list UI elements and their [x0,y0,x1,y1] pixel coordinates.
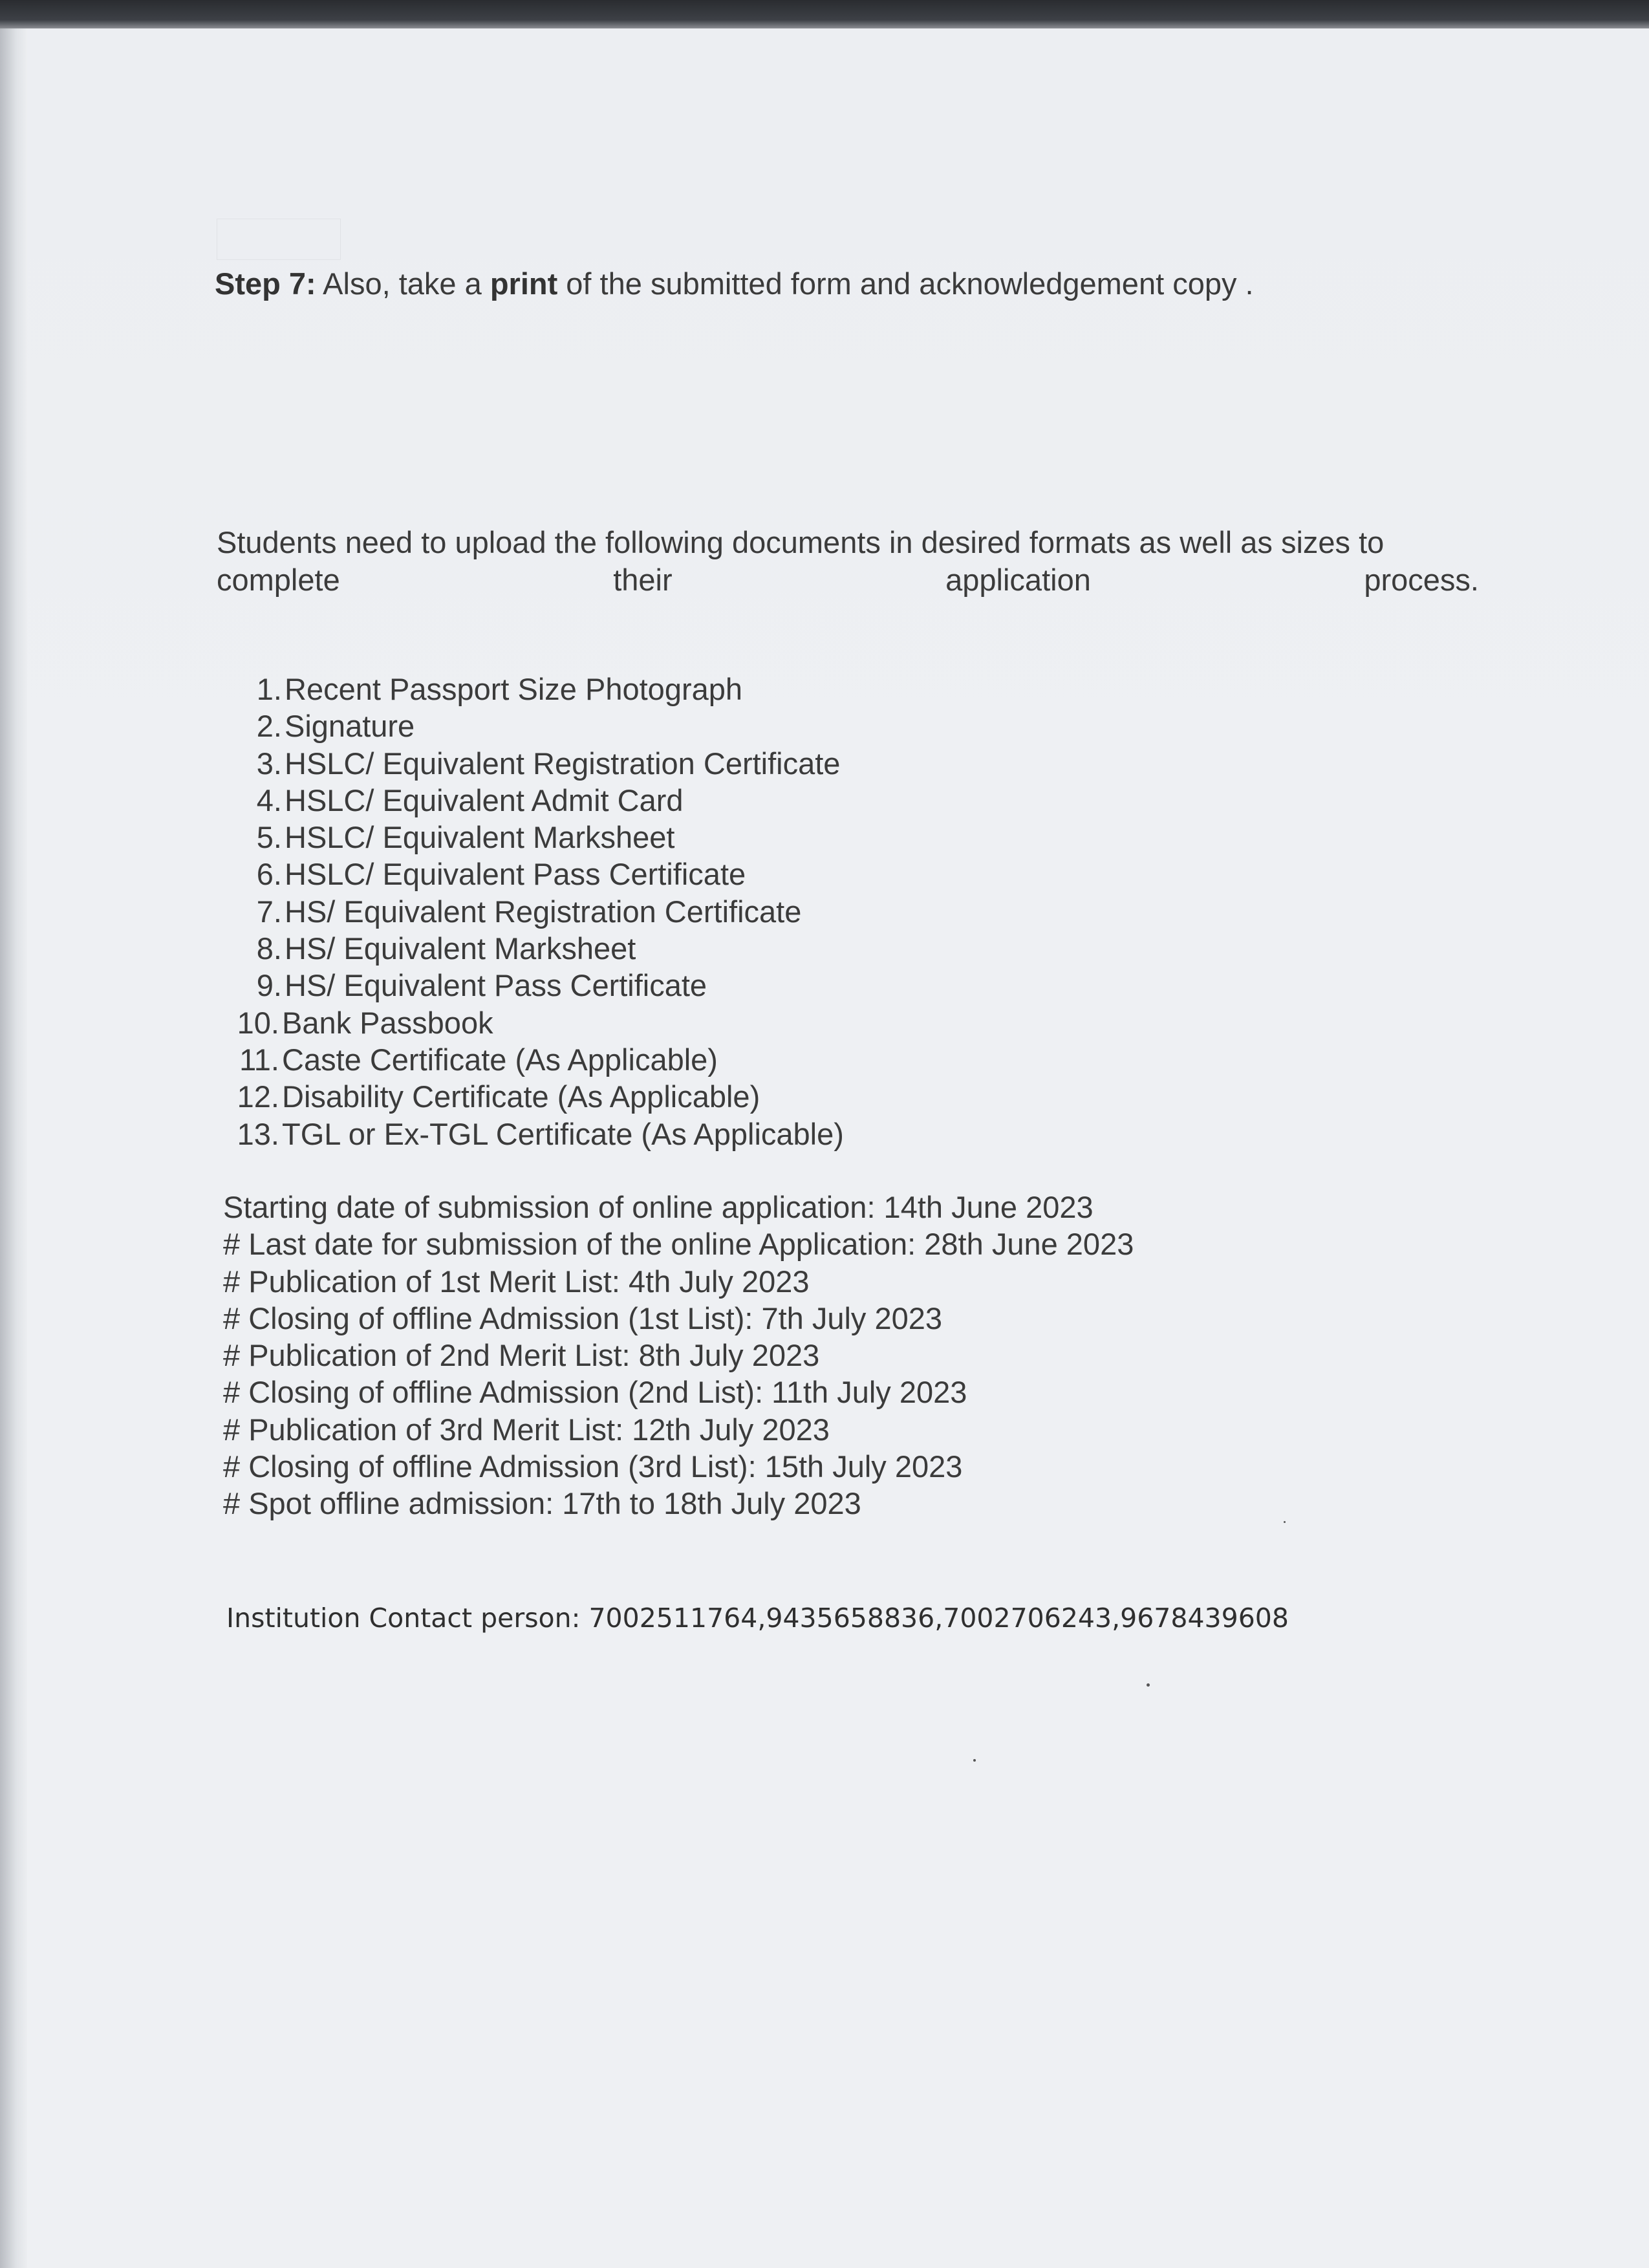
scan-edge-left [0,28,27,2268]
list-item-label: Bank Passbook [282,1005,493,1040]
list-item-number: 1. [256,672,282,706]
list-item-number: 12. [237,1079,279,1114]
speck [973,1759,976,1762]
list-item-number: 11. [239,1042,279,1077]
list-item [220,1078,844,1115]
students-word: process. [1364,563,1479,597]
schedule-item: # Spot offline admission: 17th to 18th July 2023 [223,1486,861,1521]
list-item-number: 3. [256,746,282,781]
list-item-label: HSLC/ Equivalent Registration Certificate [285,746,841,781]
list-item [220,1116,844,1152]
students-word: their [613,563,673,597]
list-item [220,1041,844,1078]
list-item [220,782,844,819]
list-item-number: 10. [237,1005,279,1040]
list-item-label: HSLC/ Equivalent Pass Certificate [285,857,746,892]
schedule-item: # Publication of 3rd Merit List: 12th July 2023 [223,1412,830,1447]
list-item-label: HSLC/ Equivalent Admit Card [285,783,684,817]
list-item [220,967,844,1004]
list-item-label: HS/ Equivalent Pass Certificate [285,968,707,1003]
list-item-label: HSLC/ Equivalent Marksheet [285,820,675,855]
step7-text-before: Also, take a [316,266,490,301]
list-item [220,1004,844,1041]
step7-label: Step 7: [215,266,316,301]
list-item [220,930,844,967]
admission-schedule [223,1189,1134,1522]
speck [1147,1683,1150,1687]
list-item-number: 4. [256,783,282,817]
schedule-item: Starting date of submission of online application: 14th June 2023 [223,1190,1094,1224]
list-item [220,707,844,744]
list-item [220,671,844,707]
list-item-label: Recent Passport Size Photograph [285,672,743,706]
list-item-number: 8. [256,931,282,966]
faint-box [217,219,341,260]
list-item-number: 7. [256,894,282,929]
documents-list [220,671,844,1152]
list-item-label: HS/ Equivalent Registration Certificate [285,894,802,929]
list-item [220,819,844,856]
list-item-label: HS/ Equivalent Marksheet [285,931,636,966]
schedule-item: # Closing of offline Admission (2nd List): 11th July 2023 [223,1375,967,1410]
list-item-number: 6. [256,857,282,892]
list-item-label: TGL or Ex-TGL Certificate (As Applicable) [282,1116,844,1151]
schedule-item: # Publication of 2nd Merit List: 8th July 2023 [223,1338,820,1373]
schedule-item: # Publication of 1st Merit List: 4th July 2023 [223,1264,810,1299]
students-word: application [945,563,1091,597]
speck [1284,1521,1286,1523]
schedule-item: # Last date for submission of the online Application: 28th June 2023 [223,1227,1134,1262]
list-item [220,893,844,930]
list-item [220,745,844,782]
list-item-number: 2. [256,709,282,744]
step7-print-word: print [490,266,558,301]
scan-edge-top [0,0,1649,28]
list-item-label: Signature [285,709,415,744]
institution-contact: Institution Contact person: 7002511764,9435658836,7002706243,9678439608 [226,1603,1289,1634]
step7-text-after: of the submitted form and acknowledgement copy . [557,266,1254,301]
list-item-number: 9. [256,968,282,1003]
step7-instruction [215,265,1254,302]
list-item [220,856,844,892]
students-paragraph-line1: Students need to upload the following documents in desired formats as well as sizes to [217,525,1385,559]
students-word: complete [217,563,340,597]
schedule-item: # Closing of offline Admission (1st List): 7th July 2023 [223,1301,943,1335]
list-item-number: 13. [237,1116,279,1151]
students-paragraph-line2 [217,561,1479,598]
list-item-label: Caste Certificate (As Applicable) [282,1042,718,1077]
list-item-label: Disability Certificate (As Applicable) [282,1079,760,1114]
list-item-number: 5. [256,820,282,855]
schedule-item: # Closing of offline Admission (3rd List): 15th July 2023 [223,1449,963,1484]
